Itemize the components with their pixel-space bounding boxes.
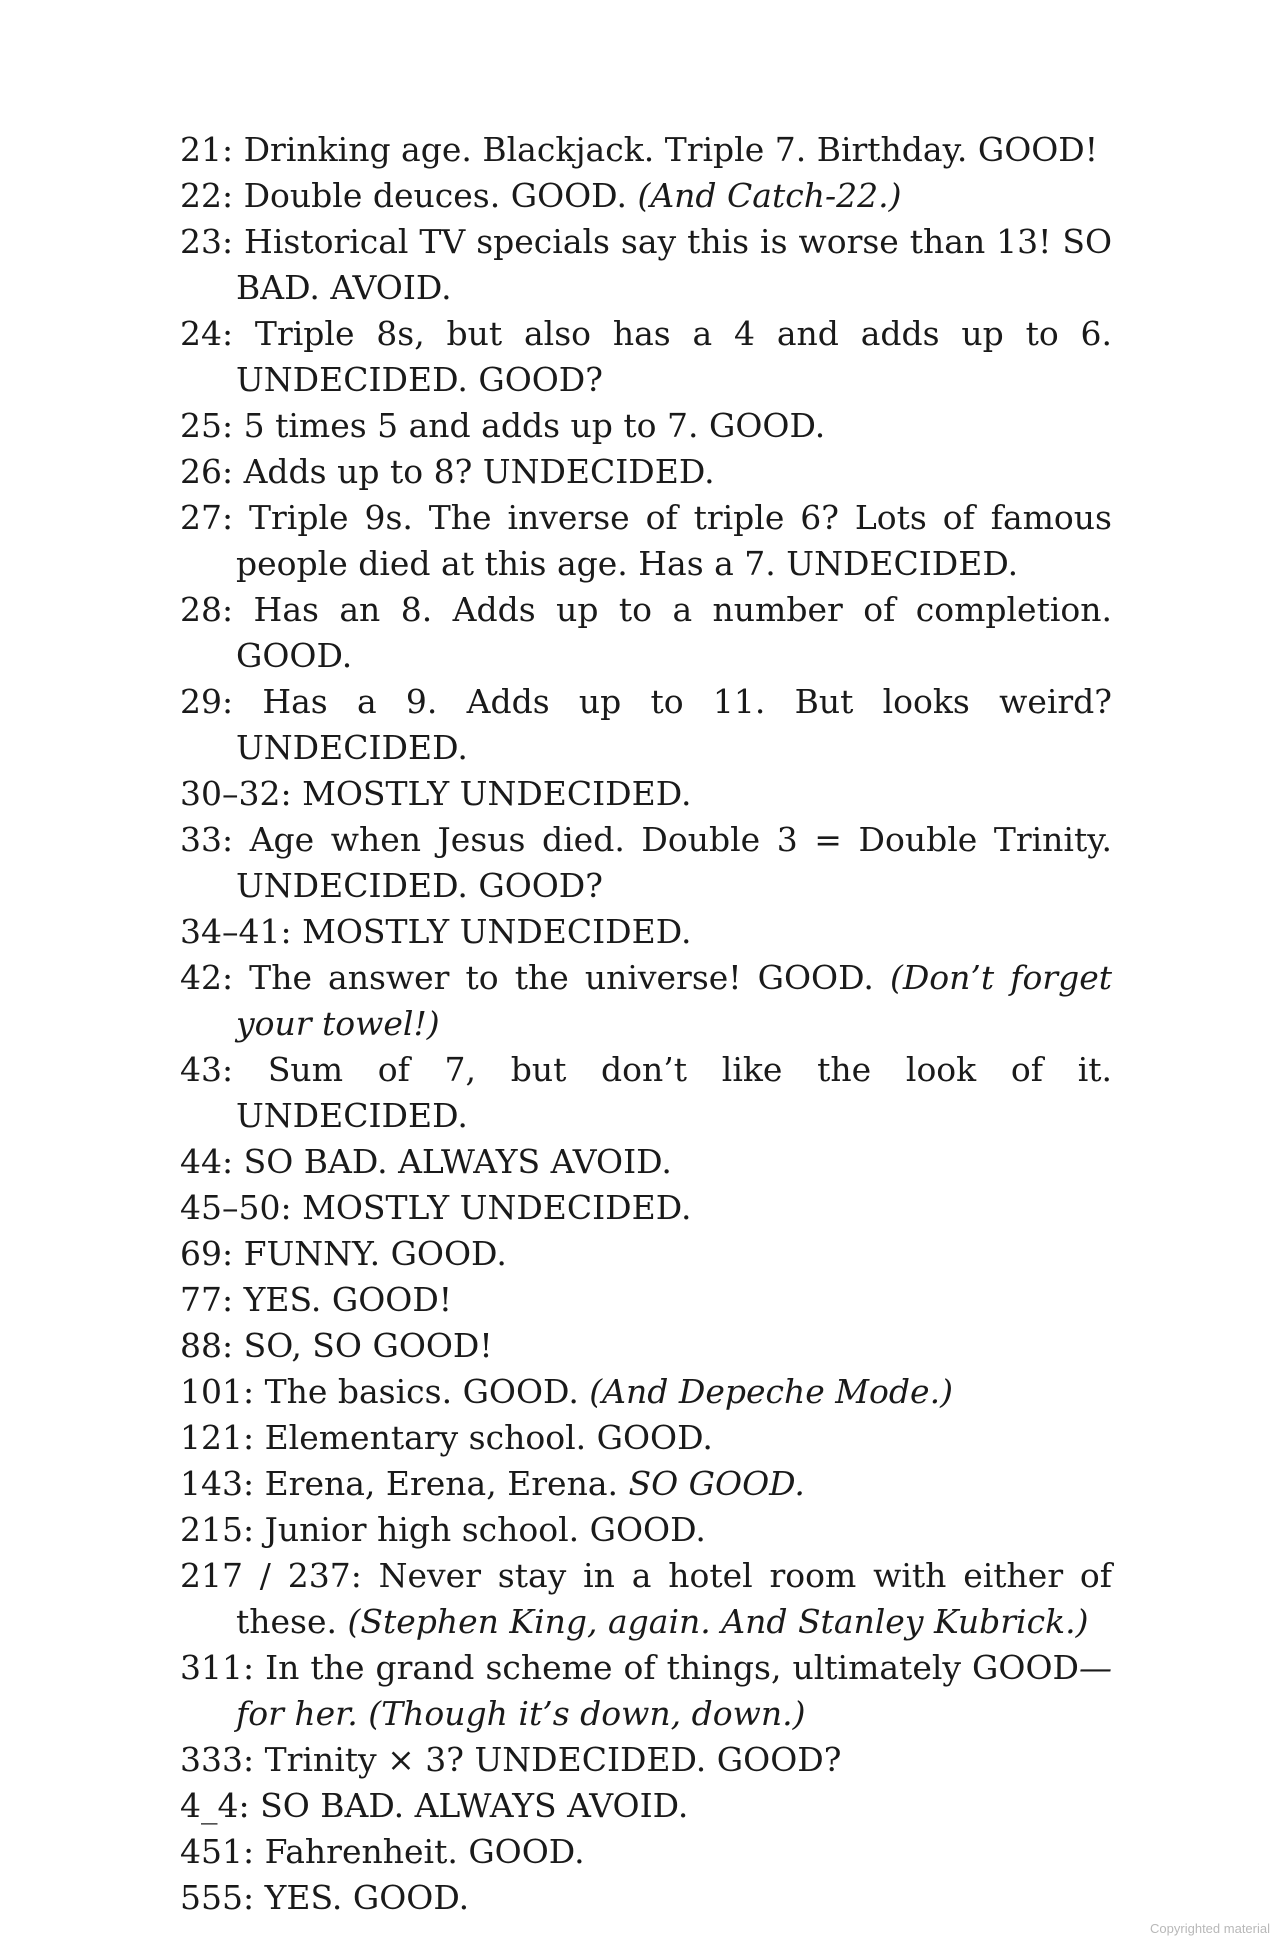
list-entry	[180, 1783, 1112, 1829]
entry-text: 101: The basics. GOOD.	[180, 1372, 590, 1411]
list-entry	[180, 495, 1112, 587]
list-entry	[180, 1645, 1112, 1737]
entry-text: 143: Erena, Erena, Erena.	[180, 1464, 629, 1503]
list-entry	[180, 1185, 1112, 1231]
list-entry	[180, 1277, 1112, 1323]
entry-text: 333: Trinity × 3? UNDECIDED. GOOD?	[180, 1740, 842, 1779]
entry-italic-text: (And Catch-22.)	[637, 176, 902, 215]
entry-italic-text: —for her. (Though it’s down, down.)	[236, 1648, 1112, 1733]
entry-text: 217 / 237: Never stay in a hotel room with either of these.	[180, 1556, 1112, 1641]
list-entry	[180, 1139, 1112, 1185]
entry-text: 21: Drinking age. Blackjack. Triple 7. Birthday. GOOD!	[180, 130, 1099, 169]
page-text-block	[180, 127, 1112, 1921]
list-entry	[180, 1553, 1112, 1645]
list-entry	[180, 679, 1112, 771]
entry-text: 25: 5 times 5 and adds up to 7. GOOD.	[180, 406, 826, 445]
list-entry	[180, 909, 1112, 955]
entry-text: 43: Sum of 7, but don’t like the look of it. UNDECIDED.	[180, 1050, 1112, 1135]
list-entry	[180, 127, 1112, 173]
entry-text: 88: SO, SO GOOD!	[180, 1326, 493, 1365]
entry-text: 69: FUNNY. GOOD.	[180, 1234, 507, 1273]
list-entry	[180, 403, 1112, 449]
entry-text: 77: YES. GOOD!	[180, 1280, 453, 1319]
entry-text: 27: Triple 9s. The inverse of triple 6? Lots of famous people died at this age. Has a 7. UNDECIDED.	[180, 498, 1112, 583]
entry-text: 29: Has a 9. Adds up to 11. But looks weird? UNDECIDED.	[180, 682, 1112, 767]
entry-text: 34–41: MOSTLY UNDECIDED.	[180, 912, 692, 951]
list-entry	[180, 1507, 1112, 1553]
list-entry	[180, 1323, 1112, 1369]
list-entry	[180, 587, 1112, 679]
list-entry	[180, 311, 1112, 403]
entry-text: 44: SO BAD. ALWAYS AVOID.	[180, 1142, 672, 1181]
list-entry	[180, 817, 1112, 909]
list-entry	[180, 1047, 1112, 1139]
copyright-watermark: Copyrighted material	[1150, 1921, 1270, 1936]
entry-italic-text: (Stephen King, again. And Stanley Kubrick.)	[347, 1602, 1089, 1641]
entry-text: 311: In the grand scheme of things, ultimately GOOD	[180, 1648, 1079, 1687]
entry-text: 451: Fahrenheit. GOOD.	[180, 1832, 585, 1871]
entry-text: 215: Junior high school. GOOD.	[180, 1510, 706, 1549]
list-entry	[180, 449, 1112, 495]
list-entry	[180, 1875, 1112, 1921]
list-entry	[180, 1231, 1112, 1277]
list-entry	[180, 771, 1112, 817]
entry-text: 33: Age when Jesus died. Double 3 = Double Trinity. UNDECIDED. GOOD?	[180, 820, 1112, 905]
list-entry	[180, 173, 1112, 219]
entry-text: 22: Double deuces. GOOD.	[180, 176, 638, 215]
list-entry	[180, 955, 1112, 1047]
entry-text: 26: Adds up to 8? UNDECIDED.	[180, 452, 715, 491]
entry-text: 42: The answer to the universe! GOOD.	[180, 958, 890, 997]
entry-text: 24: Triple 8s, but also has a 4 and adds up to 6. UNDECIDED. GOOD?	[180, 314, 1112, 399]
entry-text: 45–50: MOSTLY UNDECIDED.	[180, 1188, 692, 1227]
list-entry	[180, 1415, 1112, 1461]
entry-text: 121: Elementary school. GOOD.	[180, 1418, 713, 1457]
entry-text: 555: YES. GOOD.	[180, 1878, 470, 1917]
entry-text: 4_4: SO BAD. ALWAYS AVOID.	[180, 1786, 689, 1825]
entry-text: 28: Has an 8. Adds up to a number of completion. GOOD.	[180, 590, 1112, 675]
entry-italic-text: SO GOOD.	[628, 1464, 805, 1503]
entry-text: 30–32: MOSTLY UNDECIDED.	[180, 774, 692, 813]
list-entry	[180, 219, 1112, 311]
entry-italic-text: (Don’t forget your towel!)	[236, 958, 1112, 1043]
list-entry	[180, 1369, 1112, 1415]
list-entry	[180, 1461, 1112, 1507]
entry-italic-text: (And Depeche Mode.)	[589, 1372, 953, 1411]
list-entry	[180, 1737, 1112, 1783]
list-entry	[180, 1829, 1112, 1875]
entry-text: 23: Historical TV specials say this is worse than 13! SO BAD. AVOID.	[180, 222, 1112, 307]
